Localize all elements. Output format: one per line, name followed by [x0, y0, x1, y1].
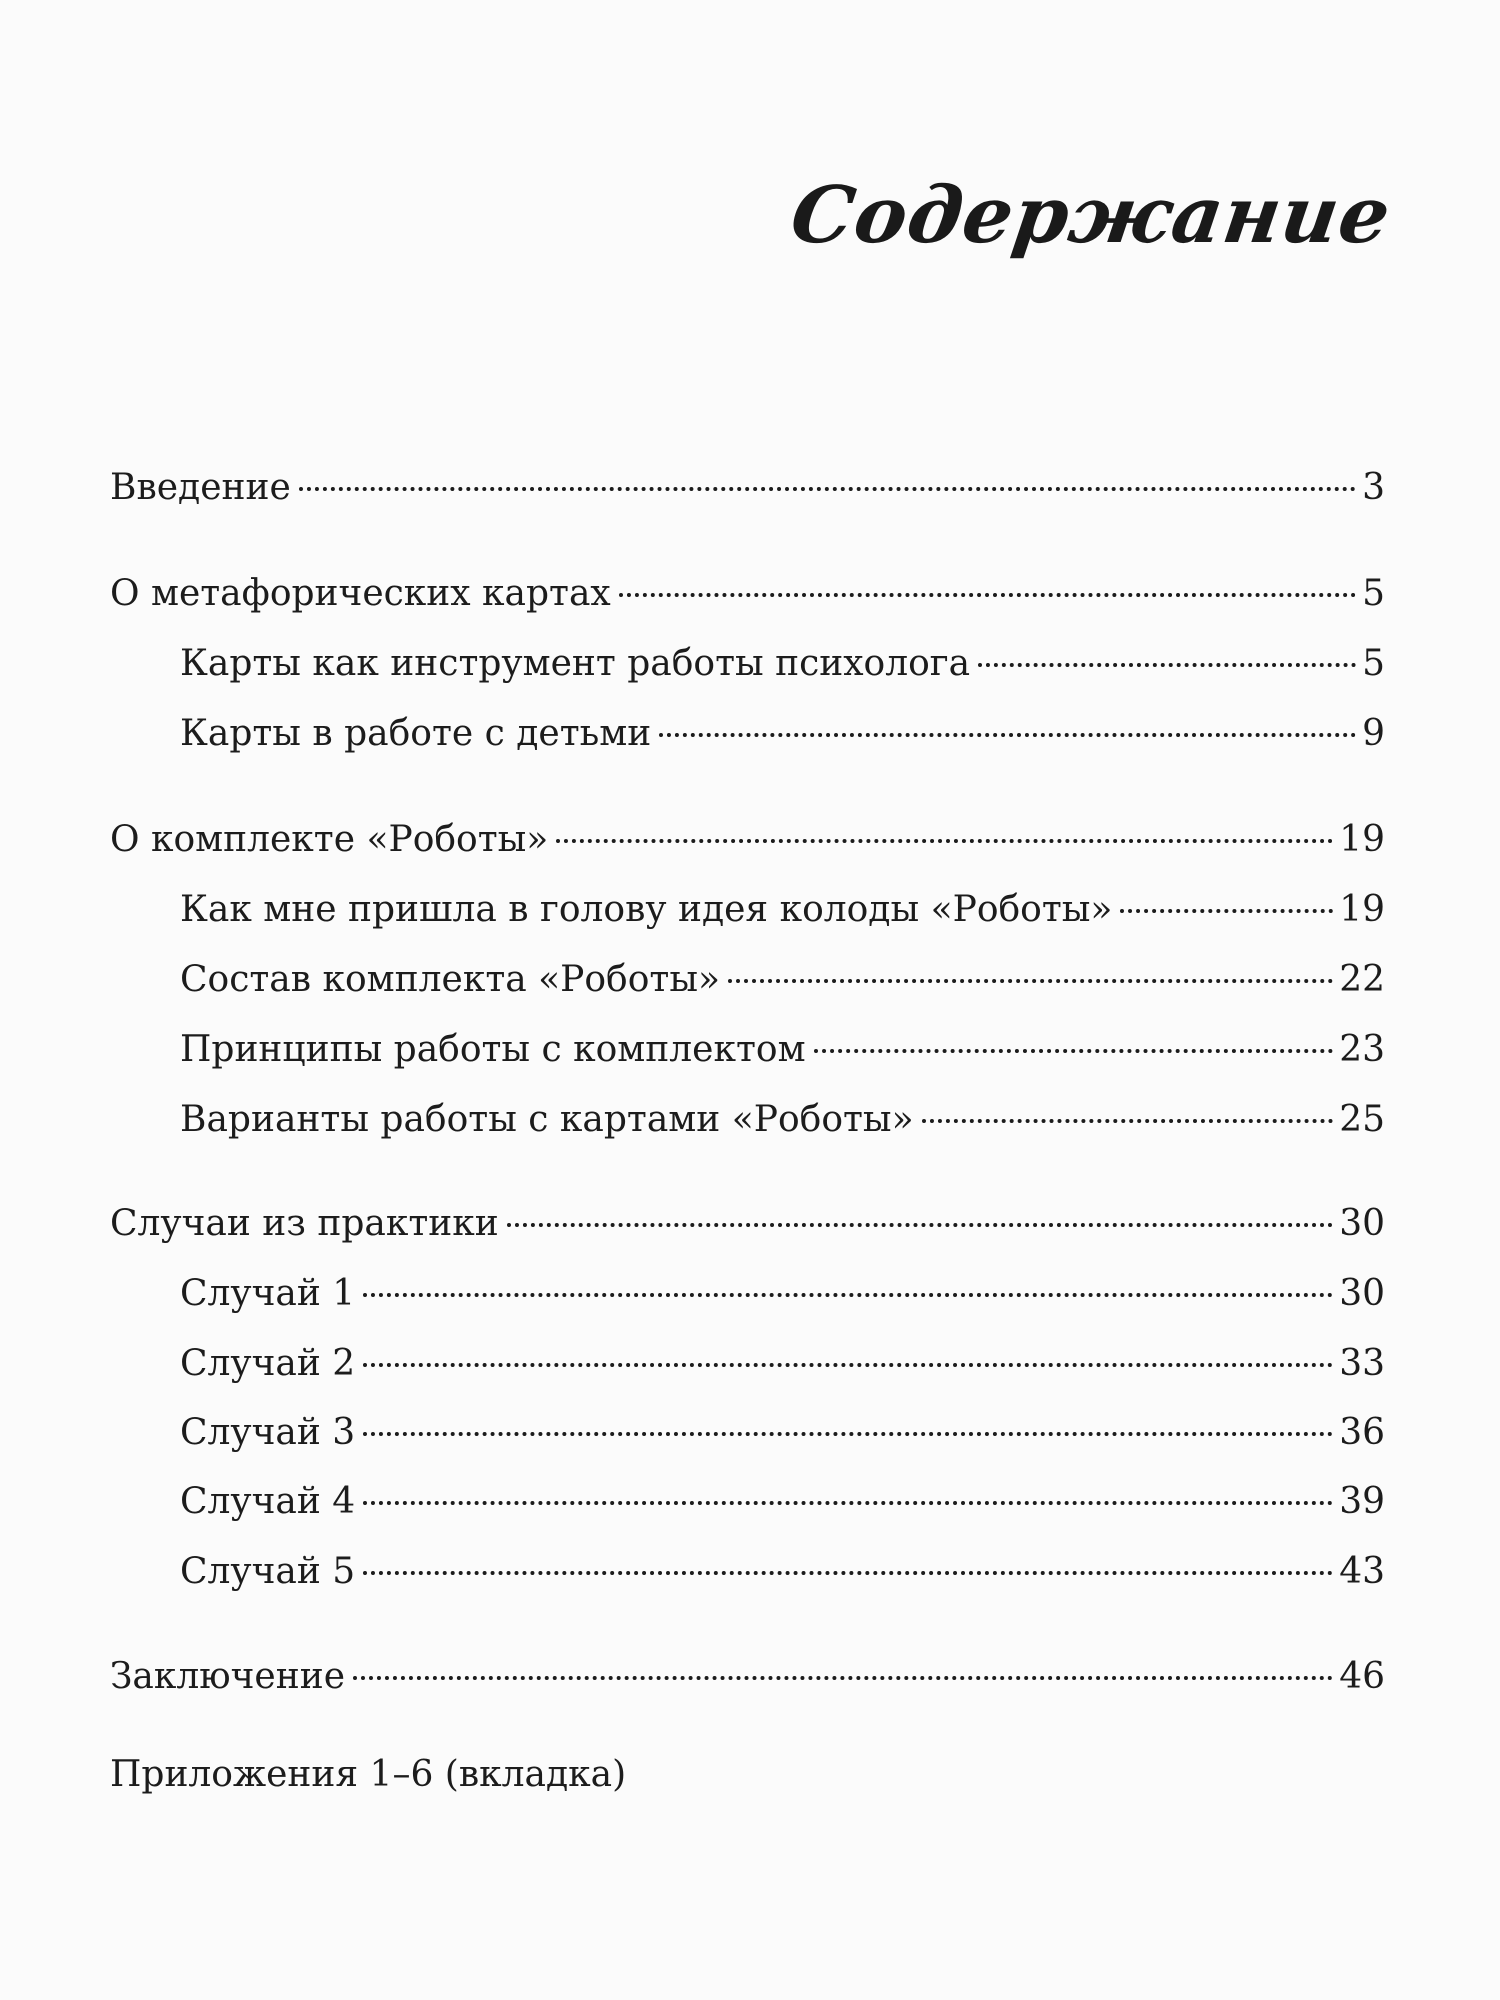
- toc-entry-case-1: [180, 1272, 1385, 1316]
- toc-entry-case-3: [180, 1411, 1385, 1455]
- toc-entry-work-variants: [180, 1098, 1385, 1142]
- toc-entry-page-number: 33: [1339, 1343, 1385, 1384]
- toc-entry-label: Случай 5: [180, 1551, 356, 1592]
- toc-entry-page-number: 5: [1362, 573, 1385, 614]
- toc-entry-label: Как мне пришла в голову идея колоды «Роботы»: [180, 889, 1113, 930]
- toc-entry-page-number: 19: [1339, 889, 1385, 930]
- toc-entry-page-number: 30: [1339, 1203, 1385, 1244]
- toc-entry-cards-as-tool: [180, 642, 1385, 686]
- toc-entry-label: Случай 2: [180, 1343, 356, 1384]
- toc-entry-page-number: 3: [1362, 467, 1385, 508]
- toc-entry-page-number: 23: [1339, 1029, 1385, 1070]
- toc-entry-case-2: [180, 1342, 1385, 1386]
- toc-entry-set-contents: [180, 958, 1385, 1002]
- dot-leader: [556, 839, 1333, 843]
- toc-entry-label: Заключение: [110, 1656, 346, 1697]
- toc-entry-page-number: 43: [1339, 1551, 1385, 1592]
- toc-entry-practice-cases: [110, 1202, 1385, 1246]
- toc-entry-deck-idea: [180, 888, 1385, 932]
- toc-entry-work-principles: [180, 1028, 1385, 1072]
- toc-entry-page-number: 30: [1339, 1273, 1385, 1314]
- toc-entry-appendices: Приложения 1–6 (вкладка): [110, 1754, 627, 1795]
- toc-entry-label: Случай 4: [180, 1481, 356, 1522]
- toc-entry-page-number: 39: [1339, 1481, 1385, 1522]
- toc-entry-label: Состав комплекта «Роботы»: [180, 959, 720, 1000]
- toc-entry-conclusion: [110, 1655, 1385, 1699]
- dot-leader: [978, 663, 1356, 667]
- toc-entry-page-number: 25: [1339, 1099, 1385, 1140]
- toc-entry-label: Случай 3: [180, 1412, 356, 1453]
- toc-entry-page-number: 46: [1339, 1656, 1385, 1697]
- toc-entry-label: О комплекте «Роботы»: [110, 819, 549, 860]
- dot-leader: [1120, 909, 1333, 913]
- toc-entry-page-number: 5: [1362, 643, 1385, 684]
- toc-entry-page-number: 36: [1339, 1412, 1385, 1453]
- toc-entry-label: Карты как инструмент работы психолога: [180, 643, 971, 684]
- toc-entry-page-number: 19: [1339, 819, 1385, 860]
- dot-leader: [363, 1293, 1333, 1297]
- dot-leader: [814, 1049, 1334, 1053]
- toc-entry-case-4: [180, 1480, 1385, 1524]
- dot-leader: [299, 487, 1356, 491]
- toc-entry-label: Принципы работы с комплектом: [180, 1029, 806, 1070]
- dot-leader: [363, 1363, 1333, 1367]
- toc-entry-case-5: [180, 1550, 1385, 1594]
- dot-leader: [353, 1676, 1333, 1680]
- toc-entry-label: Случаи из практики: [110, 1203, 499, 1244]
- dot-leader: [619, 593, 1356, 597]
- page-title: Содержание: [785, 170, 1397, 261]
- toc-entry-introduction: [110, 466, 1385, 510]
- dot-leader: [922, 1119, 1334, 1123]
- dot-leader: [507, 1223, 1333, 1227]
- toc-entry-label: Варианты работы с картами «Роботы»: [180, 1099, 914, 1140]
- toc-entry-page-number: 9: [1362, 713, 1385, 754]
- toc-entry-cards-with-children: [180, 712, 1385, 756]
- toc-entry-label: О метафорических картах: [110, 573, 611, 614]
- toc-entry-label: Введение: [110, 467, 291, 508]
- toc-entry-label: Случай 1: [180, 1273, 356, 1314]
- toc-entry-label: Карты в работе с детьми: [180, 713, 652, 754]
- dot-leader: [363, 1432, 1333, 1436]
- dot-leader: [363, 1571, 1333, 1575]
- dot-leader: [363, 1501, 1333, 1505]
- dot-leader: [659, 733, 1356, 737]
- toc-entry-page-number: 22: [1339, 959, 1385, 1000]
- dot-leader: [728, 979, 1333, 983]
- toc-entry-metaphoric-cards: [110, 572, 1385, 616]
- toc-entry-about-set: [110, 818, 1385, 862]
